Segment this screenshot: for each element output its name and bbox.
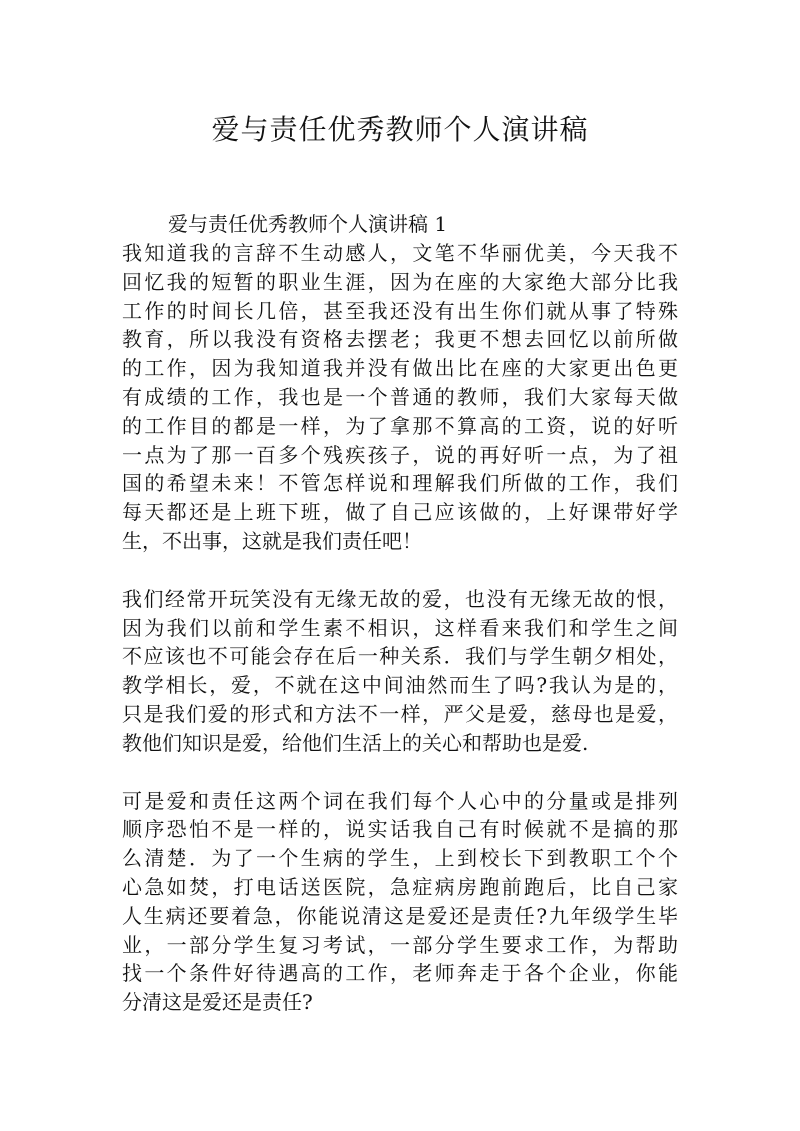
paragraph-line: 业，一部分学生复习考试，一部分学生要求工作，为帮助 (122, 932, 678, 957)
paragraph (122, 787, 678, 1017)
paragraph-line: 生，不出事，这就是我们责任吧！ (122, 528, 422, 553)
paragraph-line: 可是爱和责任这两个词在我们每个人心中的分量或是排列 (122, 788, 678, 813)
paragraph-line: 教育，所以我没有资格去摆老；我更不想去回忆以前所做 (122, 327, 678, 352)
paragraph-line: 分清这是爱还是责任? (122, 990, 313, 1015)
paragraph-line: 我们经常开玩笑没有无缘无故的爱，也没有无缘无故的恨， (122, 586, 678, 611)
paragraph-line: 因为我们以前和学生素不相识，这样看来我们和学生之间 (122, 615, 678, 640)
paragraph-line: 人生病还要着急，你能说清这是爱还是责任?九年级学生毕 (122, 903, 678, 928)
paragraph-line: 我知道我的言辞不生动感人，文笔不华丽优美，今天我不 (122, 241, 678, 265)
paragraph-line: 找一个条件好待遇高的工作，老师奔走于各个企业，你能 (122, 961, 678, 986)
paragraph-line: 的工作，因为我知道我并没有做出比在座的大家更出色更 (122, 356, 678, 381)
paragraph-line: 的工作目的都是一样，为了拿那不算高的工资，说的好听 (122, 413, 678, 438)
paragraph (122, 585, 678, 758)
paragraph-line: 顺序恐怕不是一样的，说实话我自己有时候就不是搞的那 (122, 817, 678, 842)
paragraph-line: 回忆我的短暂的职业生涯，因为在座的大家绝大部分比我 (122, 269, 678, 294)
paragraph-line: 心急如焚，打电话送医院，急症病房跑前跑后，比自己家 (122, 874, 678, 899)
paragraph-line: 教学相长，爱，不就在这中间油然而生了吗?我认为是的， (122, 673, 678, 698)
document-body (122, 210, 678, 1017)
paragraph-line: 国的希望未来！不管怎样说和理解我们所做的工作，我们 (122, 471, 678, 496)
paragraph-line: 每天都还是上班下班，做了自己应该做的，上好课带好学 (122, 500, 678, 525)
paragraph (122, 239, 678, 556)
paragraph-line: 教他们知识是爱，给他们生活上的关心和帮助也是爱. (122, 730, 589, 755)
document-title: 爱与责任优秀教师个人演讲稿 (211, 113, 589, 146)
paragraph-line: 工作的时间长几倍，甚至我还没有出生你们就从事了特殊 (122, 298, 678, 323)
paragraph-line: 有成绩的工作，我也是一个普通的教师，我们大家每天做 (122, 384, 678, 409)
paragraph-line: 么清楚．为了一个生病的学生，上到校长下到教职工个个 (122, 846, 678, 871)
section-heading: 爱与责任优秀教师个人演讲稿 1 (168, 212, 448, 236)
paragraph-line: 只是我们爱的形式和方法不一样，严父是爱，慈母也是爱， (122, 701, 678, 726)
paragraph-line: 不应该也不可能会存在后一种关系．我们与学生朝夕相处， (122, 644, 678, 669)
paragraph-line: 一点为了那一百多个残疾孩子，说的再好听一点，为了祖 (122, 442, 678, 467)
